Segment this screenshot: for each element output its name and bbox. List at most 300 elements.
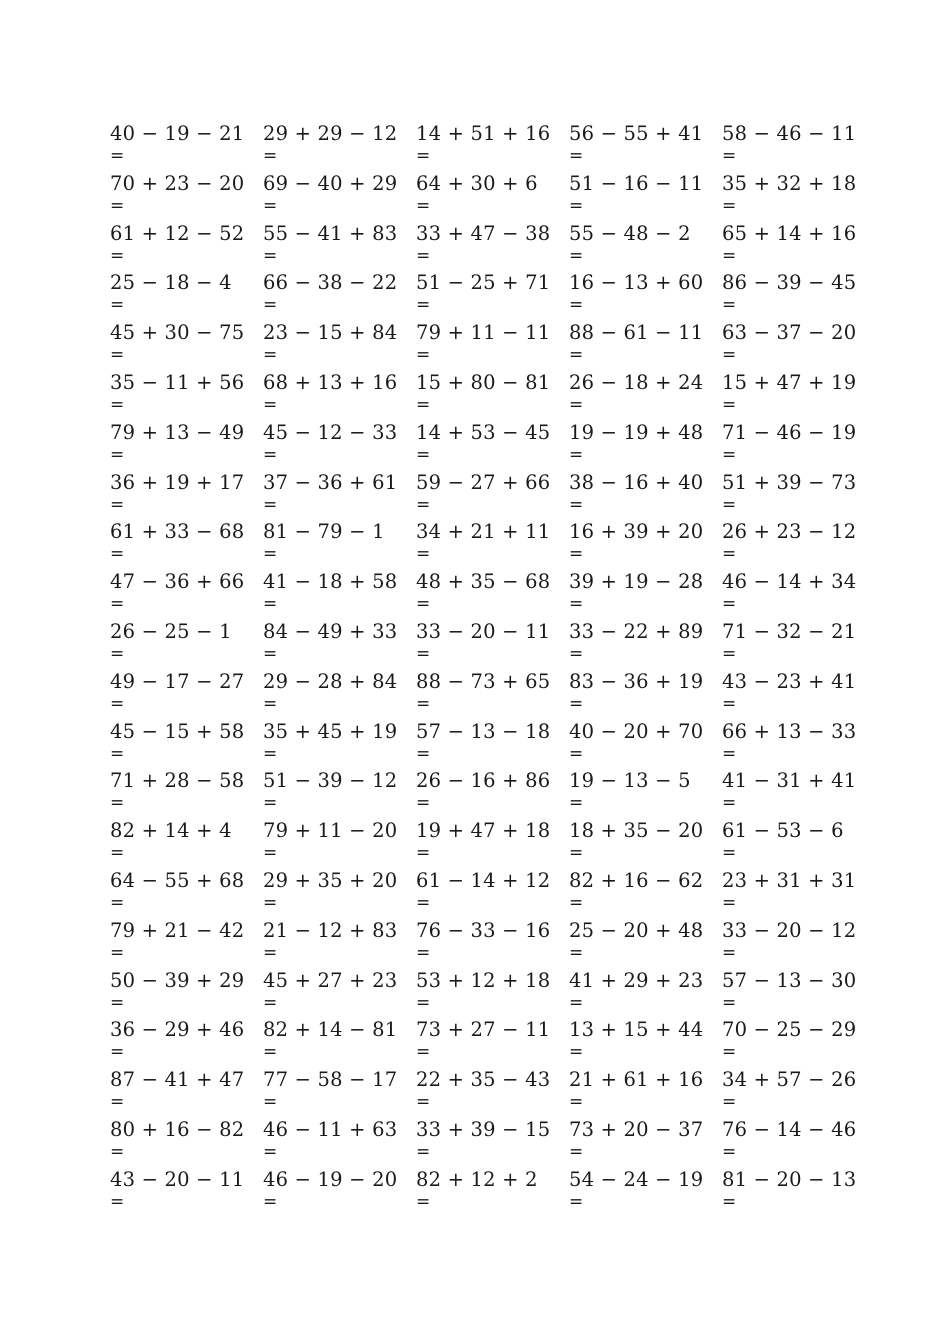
answer-equals: = <box>263 1141 278 1162</box>
problem-expression: 46 − 14 + 34 <box>722 570 857 594</box>
problem-expression: 26 + 23 − 12 <box>722 520 857 544</box>
problem-item <box>416 1168 566 1212</box>
problem-expression: 64 + 30 + 6 <box>416 171 538 195</box>
problem-item <box>263 819 413 863</box>
problem-expression: 73 + 20 − 37 <box>569 1117 704 1141</box>
answer-equals: = <box>110 544 125 565</box>
problem-expression: 41 + 29 + 23 <box>569 968 704 992</box>
problem-expression: 45 + 30 − 75 <box>110 321 245 345</box>
answer-equals: = <box>263 295 278 316</box>
answer-equals: = <box>263 1191 278 1212</box>
problem-item <box>722 869 872 913</box>
problem-expression: 86 − 39 − 45 <box>722 271 857 295</box>
answer-equals: = <box>110 892 125 913</box>
problem-item <box>569 1118 719 1162</box>
answer-equals: = <box>722 992 737 1013</box>
problem-expression: 68 + 13 + 16 <box>263 370 398 394</box>
problem-item <box>722 421 872 465</box>
problem-item <box>416 969 566 1013</box>
problem-item <box>263 869 413 913</box>
problem-item <box>569 471 719 515</box>
problem-item <box>722 720 872 764</box>
problem-expression: 36 − 29 + 46 <box>110 1018 245 1042</box>
problem-expression: 61 − 53 − 6 <box>722 819 844 843</box>
answer-equals: = <box>416 693 431 714</box>
answer-equals: = <box>722 245 737 266</box>
problem-row <box>110 1018 870 1068</box>
answer-equals: = <box>569 195 584 216</box>
problem-row <box>110 271 870 321</box>
answer-equals: = <box>110 394 125 415</box>
problem-item <box>722 670 872 714</box>
problem-item <box>722 1068 872 1112</box>
problem-expression: 82 + 14 + 4 <box>110 819 232 843</box>
problem-expression: 33 − 22 + 89 <box>569 619 704 643</box>
answer-equals: = <box>110 245 125 266</box>
answer-equals: = <box>110 594 125 615</box>
answer-equals: = <box>722 1042 737 1063</box>
problem-expression: 46 − 19 − 20 <box>263 1167 398 1191</box>
problem-item <box>722 1168 872 1212</box>
answer-equals: = <box>722 892 737 913</box>
problem-item <box>416 321 566 365</box>
answer-equals: = <box>569 1141 584 1162</box>
problem-expression: 49 − 17 − 27 <box>110 669 245 693</box>
problem-item <box>263 371 413 415</box>
problem-item <box>263 520 413 564</box>
problem-row <box>110 1068 870 1118</box>
answer-equals: = <box>569 992 584 1013</box>
answer-equals: = <box>263 992 278 1013</box>
answer-equals: = <box>263 793 278 814</box>
answer-equals: = <box>416 1141 431 1162</box>
problem-row <box>110 969 870 1019</box>
problem-item <box>263 222 413 266</box>
problem-item <box>263 969 413 1013</box>
problem-expression: 40 − 19 − 21 <box>110 122 245 145</box>
problem-expression: 37 − 36 + 61 <box>263 470 398 494</box>
answer-equals: = <box>416 195 431 216</box>
problem-expression: 39 + 19 − 28 <box>569 570 704 594</box>
answer-equals: = <box>722 594 737 615</box>
problem-item <box>416 371 566 415</box>
problem-expression: 15 + 47 + 19 <box>722 370 857 394</box>
answer-equals: = <box>416 743 431 764</box>
problem-expression: 53 + 12 + 18 <box>416 968 551 992</box>
problem-expression: 77 − 58 − 17 <box>263 1068 398 1092</box>
answer-equals: = <box>722 942 737 963</box>
problem-expression: 73 + 27 − 11 <box>416 1018 551 1042</box>
answer-equals: = <box>110 195 125 216</box>
problem-item <box>722 122 872 166</box>
answer-equals: = <box>416 345 431 366</box>
answer-equals: = <box>263 345 278 366</box>
answer-equals: = <box>722 146 737 166</box>
problem-expression: 48 + 35 − 68 <box>416 570 551 594</box>
problem-expression: 33 + 39 − 15 <box>416 1117 551 1141</box>
answer-equals: = <box>263 195 278 216</box>
problem-row <box>110 122 870 172</box>
answer-equals: = <box>569 693 584 714</box>
problem-expression: 16 − 13 + 60 <box>569 271 704 295</box>
answer-equals: = <box>263 643 278 664</box>
problem-row <box>110 321 870 371</box>
problem-item <box>569 222 719 266</box>
problem-item <box>416 222 566 266</box>
answer-equals: = <box>569 1092 584 1113</box>
problem-expression: 34 + 21 + 11 <box>416 520 551 544</box>
problem-item <box>416 769 566 813</box>
problem-item <box>416 670 566 714</box>
problem-expression: 35 + 45 + 19 <box>263 719 398 743</box>
problem-expression: 70 − 25 − 29 <box>722 1018 857 1042</box>
answer-equals: = <box>722 444 737 465</box>
answer-equals: = <box>722 394 737 415</box>
problem-item <box>722 321 872 365</box>
problem-expression: 88 − 73 + 65 <box>416 669 551 693</box>
problem-item <box>569 769 719 813</box>
problem-expression: 29 + 35 + 20 <box>263 868 398 892</box>
problem-item <box>722 222 872 266</box>
problem-row <box>110 1118 870 1168</box>
problem-item <box>569 371 719 415</box>
answer-equals: = <box>569 843 584 864</box>
answer-equals: = <box>110 992 125 1013</box>
problem-expression: 26 − 25 − 1 <box>110 619 232 643</box>
answer-equals: = <box>722 843 737 864</box>
answer-equals: = <box>263 1092 278 1113</box>
problem-expression: 13 + 15 + 44 <box>569 1018 704 1042</box>
problem-expression: 47 − 36 + 66 <box>110 570 245 594</box>
problem-item <box>416 271 566 315</box>
answer-equals: = <box>569 1191 584 1212</box>
problem-expression: 29 − 28 + 84 <box>263 669 398 693</box>
problem-expression: 81 − 79 − 1 <box>263 520 385 544</box>
problem-expression: 43 − 23 + 41 <box>722 669 857 693</box>
problem-item <box>569 421 719 465</box>
problem-expression: 61 + 12 − 52 <box>110 221 245 245</box>
answer-equals: = <box>416 494 431 515</box>
answer-equals: = <box>263 544 278 565</box>
problem-item <box>110 1118 260 1162</box>
problem-expression: 64 − 55 + 68 <box>110 868 245 892</box>
problem-expression: 23 − 15 + 84 <box>263 321 398 345</box>
problem-item <box>722 520 872 564</box>
problem-row <box>110 1168 870 1218</box>
problem-expression: 41 − 18 + 58 <box>263 570 398 594</box>
answer-equals: = <box>416 1092 431 1113</box>
answer-equals: = <box>722 693 737 714</box>
problem-item <box>110 271 260 315</box>
answer-equals: = <box>416 1042 431 1063</box>
problem-expression: 25 − 20 + 48 <box>569 918 704 942</box>
answer-equals: = <box>722 743 737 764</box>
problem-expression: 33 + 47 − 38 <box>416 221 551 245</box>
problem-expression: 63 − 37 − 20 <box>722 321 857 345</box>
problem-item <box>569 1018 719 1062</box>
problem-item <box>416 172 566 216</box>
answer-equals: = <box>722 1191 737 1212</box>
answer-equals: = <box>110 793 125 814</box>
problem-row <box>110 570 870 620</box>
answer-equals: = <box>416 843 431 864</box>
problem-expression: 87 − 41 + 47 <box>110 1068 245 1092</box>
answer-equals: = <box>110 146 125 166</box>
problem-item <box>110 172 260 216</box>
problem-item <box>110 1068 260 1112</box>
problem-item <box>263 769 413 813</box>
answer-equals: = <box>263 444 278 465</box>
problem-item <box>110 1168 260 1212</box>
problem-row <box>110 471 870 521</box>
answer-equals: = <box>722 793 737 814</box>
problem-expression: 83 − 36 + 19 <box>569 669 704 693</box>
problem-item <box>569 620 719 664</box>
problem-expression: 45 + 27 + 23 <box>263 968 398 992</box>
answer-equals: = <box>110 494 125 515</box>
problem-item <box>722 1118 872 1162</box>
problem-item <box>110 769 260 813</box>
answer-equals: = <box>263 1042 278 1063</box>
problem-row <box>110 520 870 570</box>
problem-expression: 14 + 53 − 45 <box>416 420 551 444</box>
problem-item <box>416 471 566 515</box>
problem-item <box>416 1068 566 1112</box>
answer-equals: = <box>722 494 737 515</box>
problem-expression: 58 − 46 − 11 <box>722 122 857 145</box>
problem-item <box>110 969 260 1013</box>
answer-equals: = <box>110 693 125 714</box>
problem-item <box>722 969 872 1013</box>
problem-expression: 55 − 48 − 2 <box>569 221 691 245</box>
problem-item <box>416 1118 566 1162</box>
answer-equals: = <box>722 1092 737 1113</box>
problem-item <box>569 1168 719 1212</box>
problem-expression: 79 + 11 − 11 <box>416 321 551 345</box>
answer-equals: = <box>416 394 431 415</box>
problem-item <box>722 769 872 813</box>
answer-equals: = <box>416 992 431 1013</box>
problem-expression: 81 − 20 − 13 <box>722 1167 857 1191</box>
problem-item <box>722 271 872 315</box>
problem-item <box>263 570 413 614</box>
problem-item <box>569 122 719 166</box>
problem-row <box>110 769 870 819</box>
problem-expression: 43 − 20 − 11 <box>110 1167 245 1191</box>
answer-equals: = <box>569 1042 584 1063</box>
problem-item <box>110 720 260 764</box>
problem-item <box>569 570 719 614</box>
arithmetic-worksheet <box>110 122 870 1218</box>
problem-item <box>263 1068 413 1112</box>
problem-item <box>416 520 566 564</box>
problem-item <box>110 222 260 266</box>
problem-expression: 51 + 39 − 73 <box>722 470 857 494</box>
problem-expression: 80 + 16 − 82 <box>110 1117 245 1141</box>
answer-equals: = <box>416 146 431 166</box>
problem-expression: 25 − 18 − 4 <box>110 271 232 295</box>
answer-equals: = <box>722 195 737 216</box>
problem-expression: 21 − 12 + 83 <box>263 918 398 942</box>
problem-expression: 79 + 13 − 49 <box>110 420 245 444</box>
problem-expression: 57 − 13 − 18 <box>416 719 551 743</box>
problem-expression: 36 + 19 + 17 <box>110 470 245 494</box>
answer-equals: = <box>263 693 278 714</box>
problem-item <box>263 122 413 166</box>
problem-item <box>110 570 260 614</box>
problem-expression: 33 − 20 − 11 <box>416 619 551 643</box>
problem-expression: 26 − 16 + 86 <box>416 769 551 793</box>
problem-expression: 69 − 40 + 29 <box>263 171 398 195</box>
answer-equals: = <box>110 1042 125 1063</box>
problem-item <box>110 371 260 415</box>
problem-expression: 57 − 13 − 30 <box>722 968 857 992</box>
answer-equals: = <box>569 394 584 415</box>
problem-item <box>569 1068 719 1112</box>
problem-expression: 14 + 51 + 16 <box>416 122 551 145</box>
answer-equals: = <box>722 544 737 565</box>
problem-expression: 79 + 21 − 42 <box>110 918 245 942</box>
problem-expression: 26 − 18 + 24 <box>569 370 704 394</box>
problem-row <box>110 869 870 919</box>
answer-equals: = <box>110 1191 125 1212</box>
problem-row <box>110 371 870 421</box>
problem-item <box>416 122 566 166</box>
problem-item <box>263 919 413 963</box>
problem-item <box>110 471 260 515</box>
problem-expression: 16 + 39 + 20 <box>569 520 704 544</box>
problem-item <box>569 271 719 315</box>
problem-item <box>110 1018 260 1062</box>
answer-equals: = <box>263 245 278 266</box>
problem-expression: 61 − 14 + 12 <box>416 868 551 892</box>
problem-expression: 41 − 31 + 41 <box>722 769 857 793</box>
problem-item <box>110 670 260 714</box>
problem-item <box>569 520 719 564</box>
problem-expression: 21 + 61 + 16 <box>569 1068 704 1092</box>
problem-item <box>416 720 566 764</box>
problem-item <box>263 421 413 465</box>
problem-expression: 71 + 28 − 58 <box>110 769 245 793</box>
answer-equals: = <box>110 643 125 664</box>
problem-item <box>110 620 260 664</box>
answer-equals: = <box>110 843 125 864</box>
problem-expression: 71 − 32 − 21 <box>722 619 857 643</box>
problem-expression: 40 − 20 + 70 <box>569 719 704 743</box>
problem-item <box>416 620 566 664</box>
answer-equals: = <box>722 295 737 316</box>
problem-expression: 82 + 16 − 62 <box>569 868 704 892</box>
answer-equals: = <box>263 494 278 515</box>
answer-equals: = <box>110 743 125 764</box>
problem-expression: 19 − 19 + 48 <box>569 420 704 444</box>
problem-expression: 82 + 12 + 2 <box>416 1167 538 1191</box>
problem-expression: 22 + 35 − 43 <box>416 1068 551 1092</box>
answer-equals: = <box>110 345 125 366</box>
problem-expression: 84 − 49 + 33 <box>263 619 398 643</box>
problem-expression: 51 − 25 + 71 <box>416 271 551 295</box>
answer-equals: = <box>416 793 431 814</box>
problem-item <box>263 172 413 216</box>
answer-equals: = <box>416 444 431 465</box>
problem-row <box>110 172 870 222</box>
problem-item <box>569 172 719 216</box>
problem-row <box>110 421 870 471</box>
answer-equals: = <box>569 594 584 615</box>
problem-item <box>263 620 413 664</box>
problem-item <box>569 720 719 764</box>
problem-item <box>263 720 413 764</box>
problem-item <box>263 321 413 365</box>
answer-equals: = <box>569 494 584 515</box>
answer-equals: = <box>263 892 278 913</box>
problem-item <box>722 371 872 415</box>
problem-row <box>110 620 870 670</box>
problem-item <box>416 819 566 863</box>
answer-equals: = <box>569 146 584 166</box>
problem-expression: 23 + 31 + 31 <box>722 868 857 892</box>
problem-row <box>110 819 870 869</box>
answer-equals: = <box>263 394 278 415</box>
problem-expression: 29 + 29 − 12 <box>263 122 398 145</box>
problem-expression: 54 − 24 − 19 <box>569 1167 704 1191</box>
problem-item <box>416 869 566 913</box>
answer-equals: = <box>110 444 125 465</box>
answer-equals: = <box>722 643 737 664</box>
answer-equals: = <box>722 345 737 366</box>
problem-expression: 45 − 12 − 33 <box>263 420 398 444</box>
problem-item <box>263 471 413 515</box>
problem-expression: 76 − 33 − 16 <box>416 918 551 942</box>
answer-equals: = <box>569 892 584 913</box>
problem-item <box>110 122 260 166</box>
answer-equals: = <box>416 892 431 913</box>
problem-expression: 50 − 39 + 29 <box>110 968 245 992</box>
problem-expression: 76 − 14 − 46 <box>722 1117 857 1141</box>
problem-item <box>263 1018 413 1062</box>
problem-item <box>569 869 719 913</box>
answer-equals: = <box>416 594 431 615</box>
problem-expression: 34 + 57 − 26 <box>722 1068 857 1092</box>
problem-item <box>416 919 566 963</box>
answer-equals: = <box>569 245 584 266</box>
problem-item <box>110 869 260 913</box>
problem-item <box>263 1118 413 1162</box>
problem-item <box>722 919 872 963</box>
problem-expression: 51 − 39 − 12 <box>263 769 398 793</box>
problem-item <box>110 919 260 963</box>
problem-item <box>110 520 260 564</box>
answer-equals: = <box>569 345 584 366</box>
answer-equals: = <box>569 544 584 565</box>
problem-row <box>110 222 870 272</box>
answer-equals: = <box>110 295 125 316</box>
answer-equals: = <box>110 942 125 963</box>
problem-expression: 88 − 61 − 11 <box>569 321 704 345</box>
problem-row <box>110 670 870 720</box>
answer-equals: = <box>416 295 431 316</box>
answer-equals: = <box>263 594 278 615</box>
answer-equals: = <box>416 643 431 664</box>
problem-item <box>569 919 719 963</box>
problem-expression: 18 + 35 − 20 <box>569 819 704 843</box>
problem-expression: 56 − 55 + 41 <box>569 122 704 145</box>
problem-item <box>569 321 719 365</box>
problem-expression: 38 − 16 + 40 <box>569 470 704 494</box>
problem-item <box>569 819 719 863</box>
problem-expression: 35 + 32 + 18 <box>722 171 857 195</box>
problem-item <box>722 570 872 614</box>
